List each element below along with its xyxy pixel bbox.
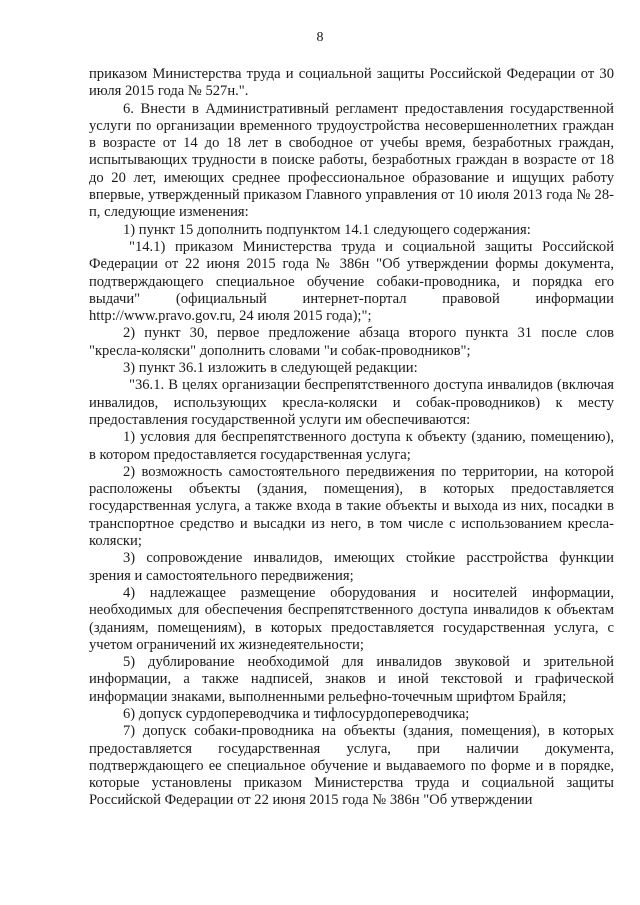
list-item-6: 6) допуск сурдопереводчика и тифлосурдопереводчика; xyxy=(123,705,470,722)
list-item-5: 5) дублирование необходимой для инвалидов звуковой и зрительной информации, а также надписей, знаков и иной текстовой и графической информации знаками, выполненными рельефно-точечным шрифтом Брайля; xyxy=(89,654,614,705)
paragraph-quote-14-1: "14.1) приказом Министерства труда и социальной защиты Российской Федерации от 22 июня 2015 года № 386н "Об утверждении формы документа, подтверждающего специальное обучение собаки-проводника, и порядка его выдачи" (официальный интернет-портал правовой информации http://www.pravo.gov.ru, 24 июля 2015 года);"; xyxy=(89,238,614,325)
paragraph-continuation: приказом Министерства труда и социальной защиты Российской Федерации от 30 июля 2015 года № 527н.". xyxy=(89,66,614,100)
list-item-3: 3) сопровождение инвалидов, имеющих стойкие расстройства функции зрения и самостоятельного передвижения; xyxy=(89,550,614,584)
paragraph-subitem-2: 2) пункт 30, первое предложение абзаца второго пункта 31 после слов "кресла-коляски" дополнить словами "и собак-проводников"; xyxy=(89,325,614,359)
document-body xyxy=(89,66,614,810)
paragraph-subitem-3: 3) пункт 36.1 изложить в следующей редакции: xyxy=(123,360,418,377)
paragraph-quote-36-1: "36.1. В целях организации беспрепятственного доступа инвалидов (включая инвалидов, использующих кресла-коляски и собак-проводников) к месту предоставления государственной услуги им обеспечиваются: xyxy=(89,377,614,428)
list-item-1: 1) условия для беспрепятственного доступа к объекту (зданию, помещению), в котором предоставляется государственная услуга; xyxy=(89,429,614,463)
list-item-2: 2) возможность самостоятельного передвижения по территории, на которой расположены объекты (здания, помещения), в которых предоставляется государственная услуга, а также входа в такие объекты и выхода из них, посадки в транспортное средство и высадки из него, в том числе с использованием кресла-коляски; xyxy=(89,463,614,550)
paragraph-item-6: 6. Внести в Административный регламент предоставления государственной услуги по организации временного трудоустройства несовершеннолетних граждан в возрасте от 14 до 18 лет в свободное от учебы время, безработных граждан, испытывающих трудности в поиске работы, безработных граждан в возрасте от 18 до 20 лет, имеющих среднее профессиональное образование и ищущих работу впервые, утвержденный приказом Главного управления от 10 июля 2013 года № 28-п, следующие изменения: xyxy=(89,100,614,221)
list-item-7: 7) допуск собаки-проводника на объекты (здания, помещения), в которых предоставляется государственная услуга, при наличии документа, подтверждающего ее специальное обучение и выдаваемого по форме и в порядке, которые установлены приказом Министерства труда и социальной защиты Российской Федерации от 22 июня 2015 года № 386н "Об утверждении xyxy=(89,723,614,809)
paragraph-subitem-1: 1) пункт 15 дополнить подпунктом 14.1 следующего содержания: xyxy=(123,221,531,238)
page-number: 8 xyxy=(316,30,324,45)
list-item-4: 4) надлежащее размещение оборудования и носителей информации, необходимых для обеспечения беспрепятственного доступа инвалидов к объектам (зданиям, помещениям), в которых предоставляется государственная услуга, с учетом ограничений их жизнедеятельности; xyxy=(89,584,614,653)
